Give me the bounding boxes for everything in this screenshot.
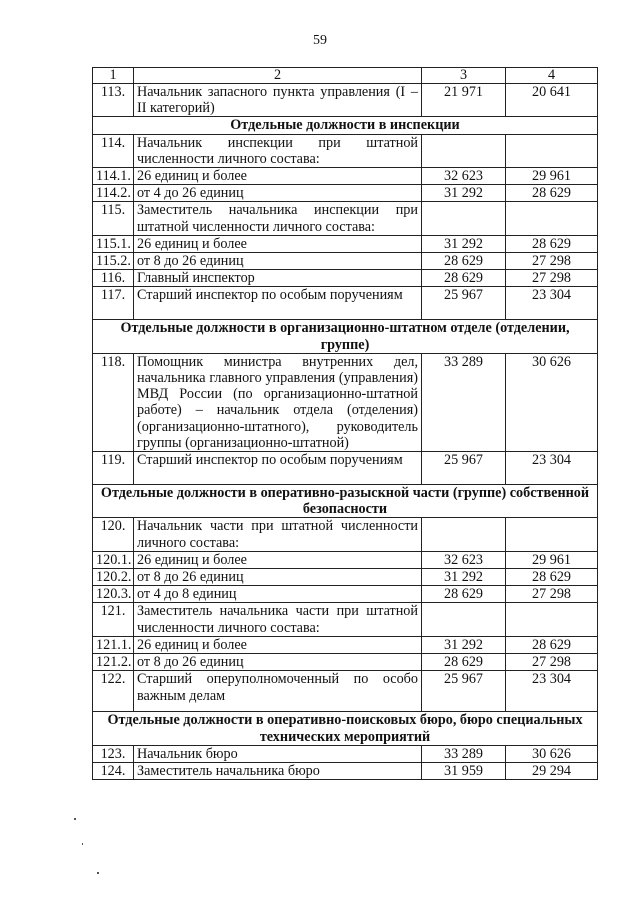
page-number: 59	[313, 33, 327, 48]
salary-col-3: 32 623	[422, 168, 506, 185]
salary-col-3: 28 629	[422, 654, 506, 671]
position-title: 26 единиц и более	[134, 168, 422, 185]
scan-speck	[74, 818, 76, 820]
table-row	[93, 654, 598, 671]
salary-col-4: 30 626	[506, 745, 598, 762]
header-col-1: 1	[93, 68, 134, 84]
row-number: 121.2.	[93, 654, 134, 671]
row-number: 114.2.	[93, 185, 134, 202]
row-number: 121.	[93, 603, 134, 636]
position-title: Заместитель начальника части при штатной численности личного состава:	[134, 603, 422, 636]
salary-col-4: 20 641	[506, 84, 598, 117]
salary-col-4: 28 629	[506, 569, 598, 586]
position-title: Старший инспектор по особым поручениям	[134, 452, 422, 485]
table-row	[93, 452, 598, 485]
row-number: 124.	[93, 762, 134, 779]
row-number: 122.	[93, 671, 134, 712]
table-row	[93, 287, 598, 320]
section-title: Отдельные должности в оперативно-поисковых бюро, бюро специальных технических мероприятий	[93, 712, 598, 745]
position-title: от 4 до 8 единиц	[134, 586, 422, 603]
salary-col-4: 28 629	[506, 636, 598, 653]
row-number: 114.1.	[93, 168, 134, 185]
salary-col-3	[422, 202, 506, 235]
row-number: 113.	[93, 84, 134, 117]
table-row	[93, 202, 598, 235]
table-row	[93, 84, 598, 117]
row-number: 123.	[93, 745, 134, 762]
table-row	[93, 518, 598, 551]
section-title: Отдельные должности в оперативно-разыскной части (группе) собственной безопасности	[93, 485, 598, 518]
table-row	[93, 353, 598, 451]
table-header-row	[93, 68, 598, 84]
table-row	[93, 671, 598, 712]
salary-col-4	[506, 202, 598, 235]
position-title: 26 единиц и более	[134, 636, 422, 653]
row-number: 116.	[93, 270, 134, 287]
position-title: 26 единиц и более	[134, 551, 422, 568]
salary-table	[92, 67, 598, 780]
salary-col-4: 23 304	[506, 287, 598, 320]
row-number: 120.1.	[93, 551, 134, 568]
position-title: Начальник бюро	[134, 745, 422, 762]
scan-speck	[82, 843, 83, 845]
position-title: от 4 до 26 единиц	[134, 185, 422, 202]
section-header-row	[93, 320, 598, 353]
table-row	[93, 253, 598, 270]
row-number: 117.	[93, 287, 134, 320]
salary-col-3: 31 959	[422, 762, 506, 779]
row-number: 119.	[93, 452, 134, 485]
position-title: от 8 до 26 единиц	[134, 253, 422, 270]
row-number: 115.	[93, 202, 134, 235]
table-row	[93, 168, 598, 185]
salary-col-4: 27 298	[506, 253, 598, 270]
salary-col-3: 31 292	[422, 636, 506, 653]
position-title: Начальник части при штатной численности личного состава:	[134, 518, 422, 551]
table-row	[93, 270, 598, 287]
table-row	[93, 134, 598, 167]
table-row	[93, 762, 598, 779]
salary-col-4: 27 298	[506, 586, 598, 603]
salary-col-4: 28 629	[506, 185, 598, 202]
position-title: Начальник инспекции при штатной численности личного состава:	[134, 134, 422, 167]
position-title: от 8 до 26 единиц	[134, 654, 422, 671]
position-title: Начальник запасного пункта управления (I – II категорий)	[134, 84, 422, 117]
salary-col-3: 21 971	[422, 84, 506, 117]
section-header-row	[93, 117, 598, 134]
salary-col-4: 29 294	[506, 762, 598, 779]
section-title: Отдельные должности в организационно-штатном отделе (отделении, группе)	[93, 320, 598, 353]
table-row	[93, 551, 598, 568]
table-row	[93, 235, 598, 252]
row-number: 120.	[93, 518, 134, 551]
section-header-row	[93, 712, 598, 745]
salary-col-3: 28 629	[422, 253, 506, 270]
salary-col-3: 32 623	[422, 551, 506, 568]
table-row	[93, 745, 598, 762]
position-title: от 8 до 26 единиц	[134, 569, 422, 586]
salary-col-3: 28 629	[422, 270, 506, 287]
position-title: Главный инспектор	[134, 270, 422, 287]
salary-col-4	[506, 603, 598, 636]
position-title: Заместитель начальника бюро	[134, 762, 422, 779]
table-row	[93, 603, 598, 636]
salary-col-3: 25 967	[422, 671, 506, 712]
salary-col-3: 31 292	[422, 569, 506, 586]
row-number: 118.	[93, 353, 134, 451]
salary-col-4	[506, 134, 598, 167]
section-title: Отдельные должности в инспекции	[93, 117, 598, 134]
header-col-4: 4	[506, 68, 598, 84]
table-row	[93, 636, 598, 653]
row-number: 121.1.	[93, 636, 134, 653]
position-title: Заместитель начальника инспекции при штатной численности личного состава:	[134, 202, 422, 235]
salary-col-4: 27 298	[506, 654, 598, 671]
salary-col-3	[422, 518, 506, 551]
row-number: 115.1.	[93, 235, 134, 252]
row-number: 120.2.	[93, 569, 134, 586]
salary-col-4: 30 626	[506, 353, 598, 451]
salary-col-3	[422, 134, 506, 167]
salary-col-3: 31 292	[422, 235, 506, 252]
row-number: 114.	[93, 134, 134, 167]
salary-col-3: 25 967	[422, 287, 506, 320]
table-row	[93, 185, 598, 202]
salary-col-4: 29 961	[506, 168, 598, 185]
row-number: 120.3.	[93, 586, 134, 603]
position-title: Помощник министра внутренних дел, начальника главного управления (управления) МВД России (по организационно-штатной работе) – начальник отдела (отделения) (организационно-штатного), руководитель группы (организационно-штатной)	[134, 353, 422, 451]
position-title: 26 единиц и более	[134, 235, 422, 252]
salary-col-3: 25 967	[422, 452, 506, 485]
table-row	[93, 586, 598, 603]
position-title: Старший оперуполномоченный по особо важным делам	[134, 671, 422, 712]
salary-col-4: 29 961	[506, 551, 598, 568]
salary-col-4: 23 304	[506, 671, 598, 712]
header-col-3: 3	[422, 68, 506, 84]
salary-col-4: 23 304	[506, 452, 598, 485]
salary-col-4: 28 629	[506, 235, 598, 252]
salary-col-4	[506, 518, 598, 551]
row-number: 115.2.	[93, 253, 134, 270]
table-row	[93, 569, 598, 586]
salary-col-4: 27 298	[506, 270, 598, 287]
scan-speck	[97, 872, 99, 874]
salary-col-3: 31 292	[422, 185, 506, 202]
salary-col-3	[422, 603, 506, 636]
section-header-row	[93, 485, 598, 518]
header-col-2: 2	[134, 68, 422, 84]
salary-col-3: 28 629	[422, 586, 506, 603]
salary-col-3: 33 289	[422, 745, 506, 762]
position-title: Старший инспектор по особым поручениям	[134, 287, 422, 320]
salary-col-3: 33 289	[422, 353, 506, 451]
